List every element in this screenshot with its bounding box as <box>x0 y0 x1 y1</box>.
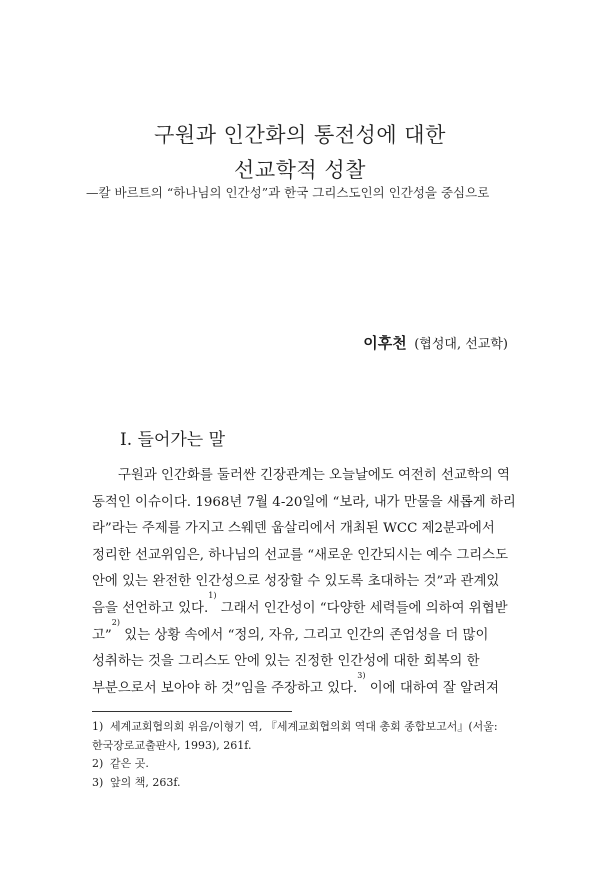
subtitle: —칼 바르트의 “하나님의 인간성”과 한국 그리스도인의 인간성을 중심으로 <box>86 185 490 200</box>
footnote <box>92 755 512 774</box>
footnote-text: 같은 곳. <box>110 757 149 770</box>
body-line <box>92 543 510 570</box>
body-text: 안에 있는 완전한 인간성으로 성장할 수 있도록 초대하는 것”과 관계있 <box>92 574 500 590</box>
body-text: 고” <box>92 627 112 643</box>
body-text: 있는 상황 속에서 “정의, 자유, 그리고 인간의 존엄성을 더 많이 <box>124 627 489 643</box>
footnote-ref[interactable]: 1) <box>208 590 217 600</box>
body-line <box>92 617 510 650</box>
footnote-ref[interactable]: 2) <box>111 617 120 627</box>
footnote-divider <box>92 711 292 712</box>
body-text: 정리한 선교위임은, 하나님의 선교를 “새로운 인간되시는 예수 그리스도 <box>92 547 509 563</box>
body-text: 성취하는 것을 그리스도 안에 있는 진정한 인간성에 대한 회복의 한 <box>92 654 480 670</box>
section-heading: I. 들어가는 말 <box>120 430 226 450</box>
body-line <box>92 569 510 596</box>
title-line-1: 구원과 인간화의 통전성에 대한 <box>154 123 446 147</box>
footnote-ref[interactable]: 3) <box>357 670 366 680</box>
body-paragraph <box>92 463 516 702</box>
footnote-text: 앞의 책, 263f. <box>110 775 181 789</box>
body-line <box>92 463 510 490</box>
footnote-number: 3) <box>92 775 104 789</box>
body-text: 이에 대하여 잘 알려져 <box>369 680 499 696</box>
footnote-text: 세계교회협의회 위음/이형기 역, 『세계교회협의회 역대 총회 종합보고서』(서울: <box>110 720 498 733</box>
body-line <box>92 490 516 517</box>
author-affiliation: (협성대, 선교학) <box>414 337 508 352</box>
body-line <box>92 649 510 676</box>
body-text: 구원과 인간화를 둘러싼 긴장관계는 오늘날에도 여전히 선교학의 역 <box>118 468 510 483</box>
body-text: 라”라는 주제를 가지고 스웨덴 웁살리에서 개최된 WCC 제2분과에서 <box>92 521 495 537</box>
author-line <box>363 332 508 353</box>
body-line <box>92 516 510 543</box>
footnote-number: 2) <box>92 757 104 770</box>
footnote-continuation: 한국장로교출판사, 1993), 261f. <box>92 738 252 752</box>
body-text: 그래서 인간성이 “다양한 세력들에 의하여 위협받 <box>220 600 508 616</box>
body-text: 음을 선언하고 있다. <box>92 600 209 616</box>
body-line <box>92 670 510 703</box>
footnote-number: 1) <box>92 720 104 733</box>
title-line-2: 선교학적 성찰 <box>234 158 366 182</box>
footnote <box>92 774 512 793</box>
footnotes <box>92 718 512 792</box>
footnote <box>92 718 512 737</box>
body-text: 동적인 이슈이다. 1968년 7월 4-20일에 “보라, 내가 만물을 새롭게 하리 <box>92 494 516 510</box>
body-text: 부분으로서 보아야 하 것”임을 주장하고 있다. <box>92 680 358 696</box>
author-name: 이후천 <box>363 334 407 352</box>
body-line <box>92 590 510 623</box>
